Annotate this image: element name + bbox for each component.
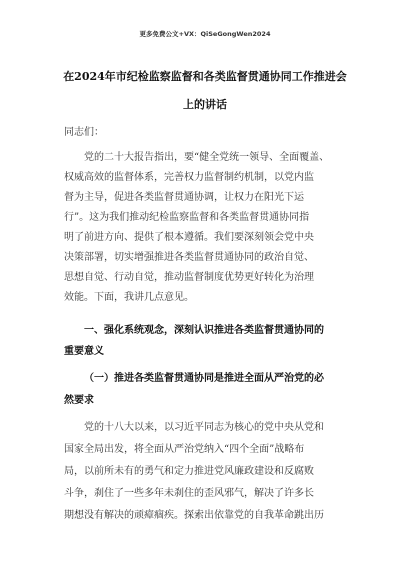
body-line: 明了前进方向、提供了根本遵循。我们要深刻领会党中央 <box>64 232 314 243</box>
body-line: 督为主导，促进各类监督贯通协调，让权力在阳光下运 <box>64 192 304 203</box>
body-line: 局，以前所未有的勇气和定力推进党风廉政建设和反腐败 <box>64 466 314 477</box>
subsection-heading-line: 然要求 <box>64 395 94 406</box>
body-line: 权威高效的监督体系，完善权力监督制约机制，以党内监 <box>64 172 314 183</box>
body-line: 国家全局出发，将全面从严治党纳入“四个全面”战略布 <box>64 444 305 455</box>
body-line: 行”。这为我们推动纪检监察监督和各类监督贯通协同指 <box>64 212 310 223</box>
section-heading-line: 重要意义 <box>64 346 104 357</box>
body-line: 效能。下面，我讲几点意见。 <box>64 292 194 303</box>
document-title-line-2: 上的讲话 <box>183 98 227 111</box>
salutation: 同志们： <box>64 127 104 138</box>
body-line: 党的二十大报告指出，要“健全党统一领导、全面覆盖、 <box>84 152 330 163</box>
subsection-heading-line: （一）推进各类监督贯通协同是推进全面从严治党的必 <box>84 373 324 384</box>
body-line: 党的十八大以来，以习近平同志为核心的党中央从党和 <box>84 422 324 433</box>
body-line: 思想自觉、行动自觉，推动监督制度优势更好转化为治理 <box>64 272 314 283</box>
header-note: 更多免费公文+VX：QiSeGongWen2024 <box>139 30 271 38</box>
body-line: 斗争，刹住了一些多年未刹住的歪风邪气，解决了许多长 <box>64 488 314 499</box>
section-heading-line: 一、强化系统观念，深刻认识推进各类监督贯通协同的 <box>84 325 324 336</box>
document-title-line-1: 在2024年市纪检监察监督和各类监督贯通协同工作推进会 <box>63 70 347 83</box>
body-line: 期想没有解决的顽瘴痼疾。探索出依靠党的自我革命跳出历 <box>64 510 324 521</box>
body-line: 决策部署，切实增强推进各类监督贯通协同的政治自觉、 <box>64 252 314 263</box>
